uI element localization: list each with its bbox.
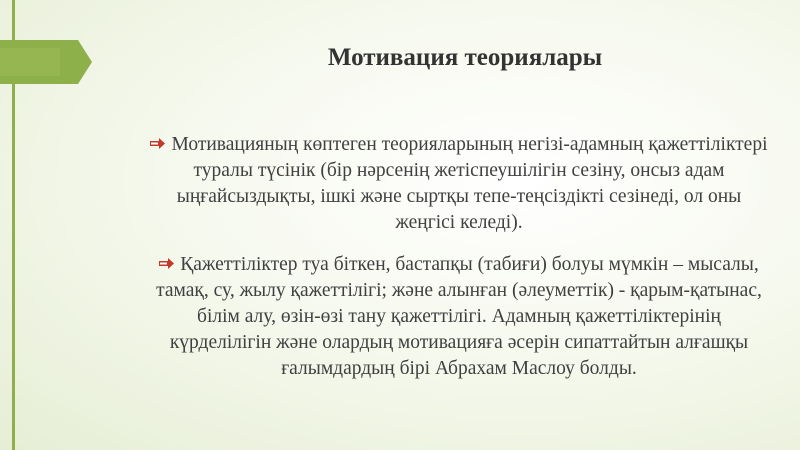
bullet-item [150, 252, 768, 382]
bullet-item [150, 132, 768, 236]
bullet-text: Мотивацияның көптеген теорияларының негізі-адамның қажеттіліктері туралы түсінік (бір нәрсенің жетіспеушілігін сезіну, онсыз адам ыңғайсыздықты, ішкі және сыртқы тепе-теңсіздікті сезінеді, ол оны жеңгісі келеді). [171, 134, 768, 233]
slide-title: Мотивация теориялары [327, 44, 603, 71]
decorative-arrow-shape [0, 40, 92, 84]
pen-bullet-icon [150, 138, 165, 149]
slide-content [150, 132, 768, 398]
pen-bullet-icon [159, 258, 174, 269]
bullet-text: Қажеттіліктер туа біткен, бастапқы (табиғи) болуы мүмкін – мысалы, тамақ, су, жылу қажеттілігі; және алынған (әлеуметтік) - қарым-қатынас, білім алу, өзін-өзі тану қажеттілігі. Адамның қажеттіліктерінің күрделілігін және олардың мотивацияға әсерін сипаттайтын алғашқы ғалымдардың бірі Абрахам Маслоу болды. [156, 254, 762, 379]
